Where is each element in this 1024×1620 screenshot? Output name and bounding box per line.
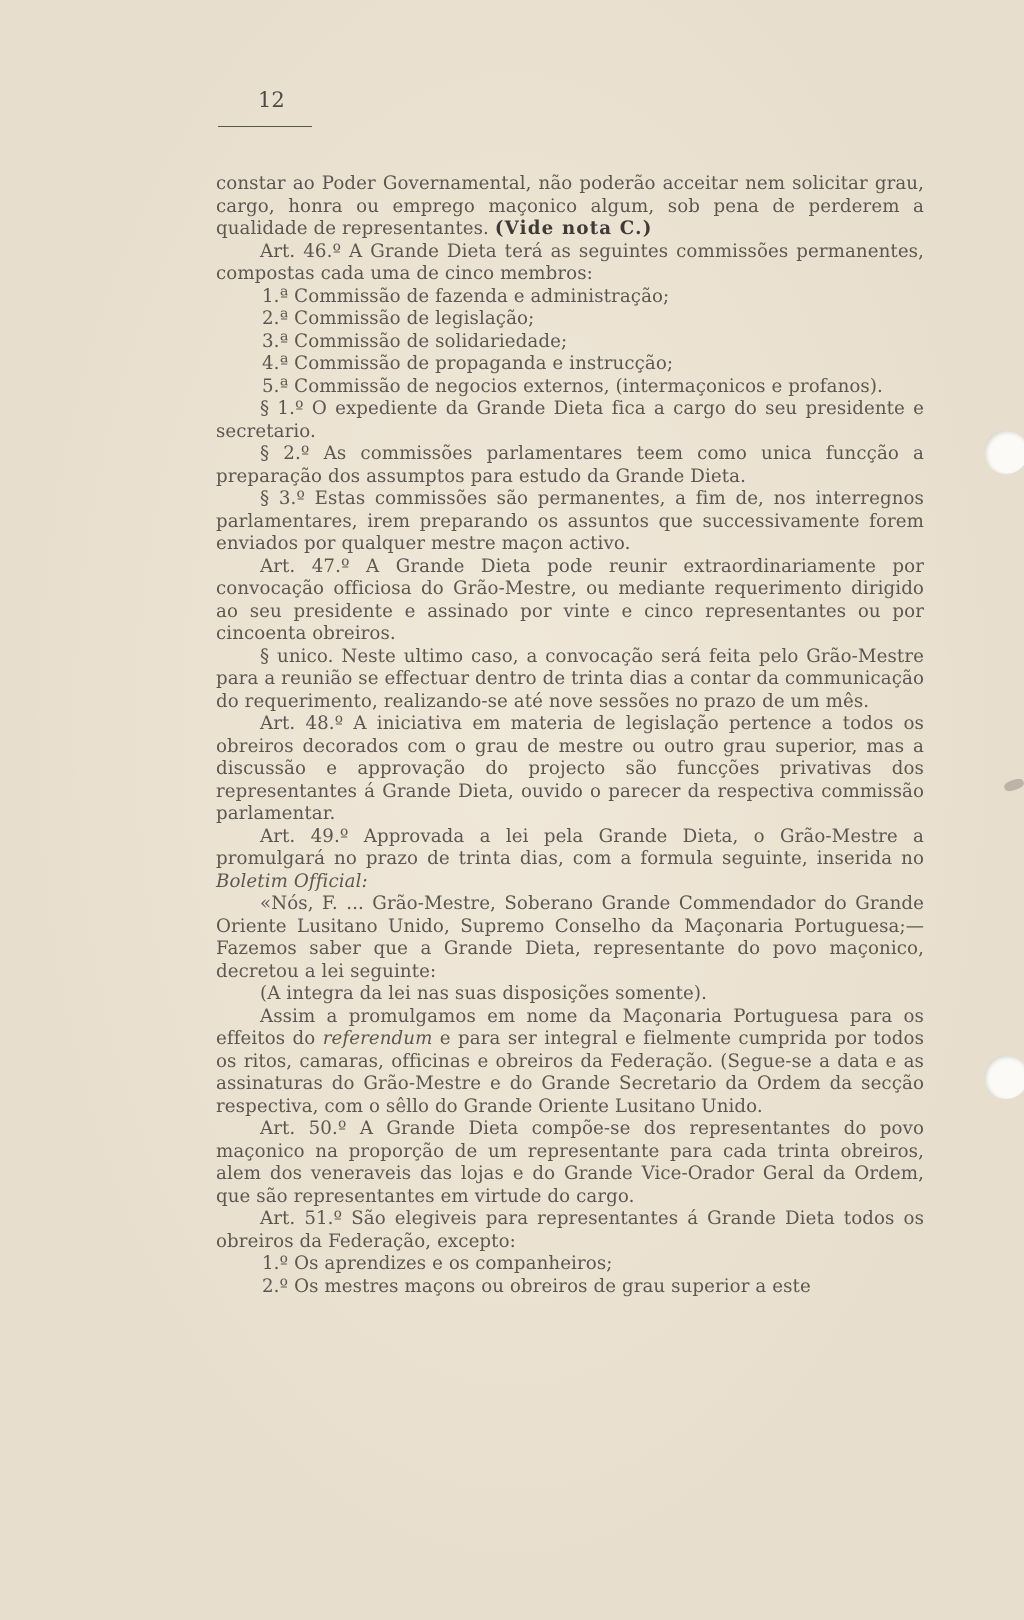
body-text (216, 173, 924, 1298)
decree-integra: (A integra da lei nas suas disposições somente). (260, 983, 708, 1004)
article-46: Art. 46.º A Grande Dieta terá as seguintes commissões permanentes, compostas cada uma de cinco membros: (216, 240, 924, 284)
article-51: Art. 51.º São elegiveis para representantes á Grande Dieta todos os obreiros da Federação, excepto: (216, 1208, 924, 1252)
page-number: 12 (258, 88, 285, 112)
commission-item: 4.ª Commissão de propaganda e instrucção; (262, 353, 674, 374)
article-47: Art. 47.º A Grande Dieta pode reunir extraordinariamente por convocação officiosa do Grão-Mestre, ou mediante requerimento dirigido ao seu presidente e assinado por vinte e cinco representantes ou por cincoenta obreiros. (216, 555, 924, 644)
paper-blemish (1003, 777, 1024, 793)
article-50: Art. 50.º A Grande Dieta compõe-se dos representantes do povo maçonico na proporção de um representante para cada trinta obreiros, alem dos veneraveis das lojas e do Grande Vice-Orador Geral da Ordem, que são representantes em virtude do cargo. (216, 1118, 924, 1207)
section-paragraph: § 1.º O expediente da Grande Dieta fica a cargo do seu presidente e secretario. (216, 398, 924, 442)
decree-formula: «Nós, F. ... Grão-Mestre, Soberano Grande Commendador do Grande Oriente Lusitano Unido, Supremo Conselho da Maçonaria Portuguesa;—Fazemos saber que a Grande Dieta, representante do povo maçonico, decretou a lei seguinte: (216, 893, 924, 982)
binder-hole-top (984, 430, 1024, 474)
article-49: Art. 49.º Approvada a lei pela Grande Dieta, o Grão-Mestre a promulgará no prazo de trinta dias, com a formula seguinte, inserida no Boletim Official: (216, 825, 924, 892)
paragraph-continuation: constar ao Poder Governamental, não poderão acceitar nem solicitar grau, cargo, honra ou emprego maçonico algum, sob pena de perderem a qualidade de representantes. (Vide nota C.) (216, 173, 924, 239)
section-paragraph: § 2.º As commissões parlamentares teem como unica funcção a preparação dos assumptos para estudo da Grande Dieta. (216, 443, 924, 487)
binder-hole-bottom (984, 1055, 1024, 1099)
note-reference: (Vide nota C.) (494, 218, 653, 239)
exception-item: 1.º Os aprendizes e os companheiros; (262, 1253, 613, 1274)
article-48: Art. 48.º A iniciativa em materia de legislação pertence a todos os obreiros decorados com o grau de mestre ou outro grau superior, mas a discussão e approvação do projecto são funcções privativas dos representantes á Grande Dieta, ouvido o parecer da respectiva commissão parlamentar. (216, 713, 924, 824)
commission-item: 3.ª Commissão de solidariedade; (262, 330, 568, 352)
page-number-rule (218, 126, 312, 127)
section-paragraph: § 3.º Estas commissões são permanentes, a fim de, nos interregnos parlamentares, irem preparando os assuntos que successivamente forem enviados por qualquer mestre maçon activo. (216, 488, 924, 554)
boletim-title: Boletim Official: (216, 870, 368, 892)
commission-item: 5.ª Commissão de negocios externos, (intermaçonicos e profanos). (262, 375, 883, 397)
section-unico: § unico. Neste ultimo caso, a convocação será feita pelo Grão-Mestre para a reunião se effectuar dentro de trinta dias a contar da communicação do requerimento, realizando-se até nove sessões no prazo de um mês. (216, 645, 924, 712)
commission-item: 1.ª Commissão de fazenda e administração; (262, 285, 670, 307)
commission-item: 2.ª Commissão de legislação; (262, 308, 535, 329)
referendum-term: referendum (322, 1028, 433, 1049)
decree-promulgation: Assim a promulgamos em nome da Maçonaria Portuguesa para os effeitos do referendum e para ser integral e fielmente cumprida por todos os ritos, camaras, officinas e obreiros da Federação. (Segue-se a data e as assinaturas do Grão-Mestre e do Grande Secretario da Ordem da secção respectiva, com o sêllo do Grande Oriente Lusitano Unido. (216, 1005, 924, 1117)
exception-item: 2.º Os mestres maçons ou obreiros de grau superior a este (262, 1275, 811, 1297)
